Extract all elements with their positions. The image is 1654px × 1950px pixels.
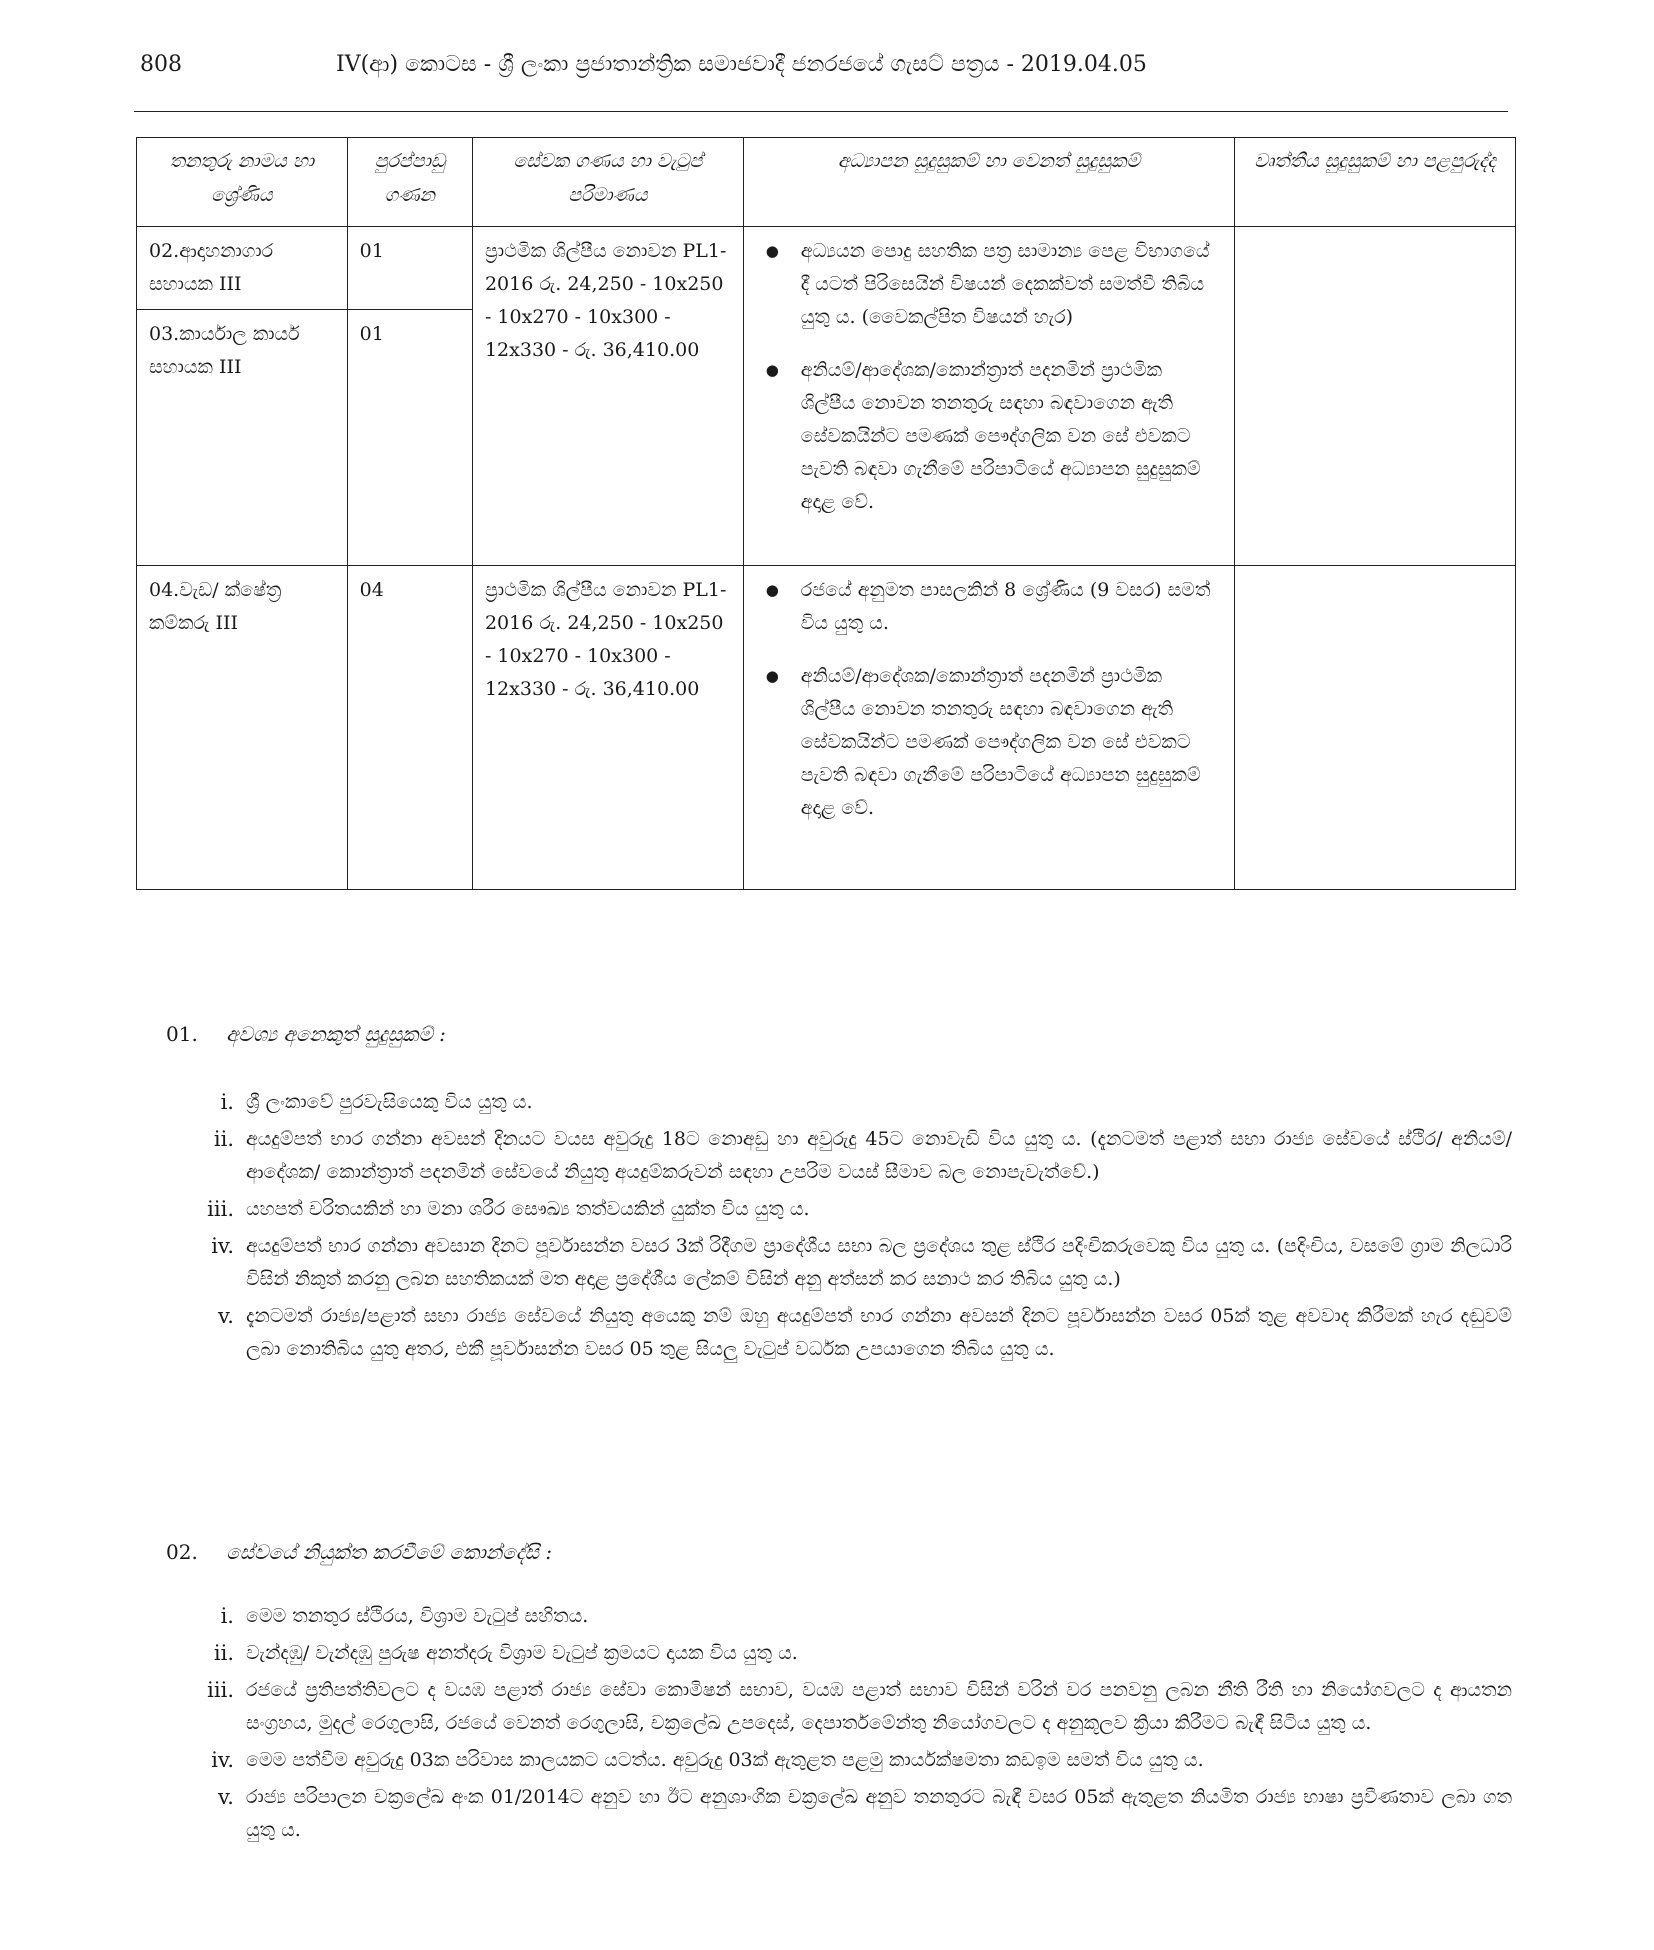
service-salary: ප්‍රාථමික ශිල්පීය නොවන PL1-2016 රු. 24,250 - 10x250 - 10x270 - 10x300 - 12x330 - රු. 36,410.00: [472, 566, 743, 890]
post-vacancies: 04: [347, 566, 472, 890]
professional-qualifications: [1235, 227, 1516, 566]
header-vacancies: පුරප්පාඩු ගණන: [347, 138, 472, 227]
vacancy-table: [136, 137, 1516, 890]
list-item: ● අධ්‍යයන පොදු සහතික පත්‍ර සාමාන්‍ය පෙළ විභාගයේ දී යටත් පිරිසෙයින් විෂයන් දෙකක්වත් සමත්වී තිබිය යුතු ය. (වෛකල්පිත විෂයන් හැර): [756, 235, 1222, 334]
list-item: iv. මෙම පත්වීම අවුරුදු 03ක පරිවාස කාලයකට යටත්ය. අවුරුදු 03ක් ඇතුළත පළමු කාර්යක්ෂමතා කඩඉම සමත් විය යුතු ය.: [211, 1748, 1204, 1772]
section-1-list: [186, 1086, 1512, 1370]
table-row: [137, 227, 1516, 310]
post-title: 04.වැඩ/ ක්ෂේත්‍ර කම්කරු III: [137, 566, 348, 890]
service-salary: ප්‍රාථමික ශිල්පීය නොවන PL1-2016 රු. 24,250 - 10x250 - 10x270 - 10x300 - 12x330 - රු. 36,410.00: [472, 227, 743, 566]
running-title: IV(ආ) කොටස - ශ්‍රී ලංකා ප්‍රජාතාන්ත්‍රික සමාජවාදී ජනරජයේ ගැසට් පත්‍රය - 2019.04.05: [336, 52, 1147, 77]
section-2-title: [166, 1540, 552, 1564]
section-number: 01.: [166, 1022, 198, 1046]
list-item: ● අනියම්/ආදේශක/කොන්ත්‍රාත් පදනමින් ප්‍රාථමික ශිල්පීය නොවන තනතුරු සඳහා බඳවාගෙන ඇති සේවකයින්ට පමණක් පෞද්ගලික වන සේ එවකට පැවති බඳවා ගැනීමේ පරිපාටියේ අධ්‍යාපන සුදුසුකම් අදාළ වේ.: [756, 660, 1222, 825]
header-service-salary: සේවක ගණය හා වැටුප් පරිමාණය: [472, 138, 743, 227]
page-header: [136, 52, 1512, 92]
list-item: ● රජයේ අනුමත පාසලකින් 8 ශ්‍රේණිය (9 වසර) සමත් විය යුතු ය.: [756, 574, 1222, 640]
header-education: අධ්‍යාපන සුදුසුකම් හා වෙනත් සුදුසුකම්: [743, 138, 1234, 227]
list-item: ii. අයදුම්පත් භාර ගන්නා අවසන් දිනයට වයස අවුරුදු 18ට නොඅඩු හා අවුරුදු 45ට නොවැඩි විය යුතු ය. (දැනටමත් පළාත් සභා රාජ්‍ය සේවයේ ස්ථිර/ අනියම්/ ආදේශක/ කොන්ත්‍රාත් පදනමින් සේවයේ නියුතු අයදුම්කරුවන් සඳහා උපරිම වයස් සීමාව බල නොපැවැත්වේ.): [213, 1127, 1512, 1183]
section-1-title: [166, 1022, 446, 1046]
post-vacancies: 01: [347, 227, 472, 310]
section-2-list: [186, 1600, 1512, 1851]
section-heading: අවශ්‍ය අනෙකුත් සුදුසුකම් :: [226, 1022, 446, 1046]
header-professional: වෘත්තීය සුදුසුකම් හා පළපුරුද්ද: [1235, 138, 1516, 227]
post-vacancies: 01: [347, 310, 472, 566]
post-title: 03.කාර්යාල කාර්ය සහායක III: [137, 310, 348, 566]
table-row: [137, 566, 1516, 890]
list-item: iii. යහපත් චරිතයකින් හා මනා ශරීර සෞඛ්‍ය තත්වයකින් යුක්ත විය යුතු ය.: [207, 1197, 810, 1221]
list-item: ● අනියම්/ආදේශක/කොන්ත්‍රාත් පදනමින් ප්‍රාථමික ශිල්පීය නොවන තනතුරු සඳහා බඳවාගෙන ඇති සේවකයින්ට පමණක් පෞද්ගලික වන සේ එවකට පැවති බඳවා ගැනීමේ පරිපාටියේ අධ්‍යාපන සුදුසුකම් අදාළ වේ.: [756, 354, 1222, 519]
list-item: v. දැනටමත් රාජ්‍ය/පළාත් සභා රාජ්‍ය සේවයේ නියුතු අයෙකු නම් ඔහු අයදුම්පත් භාර ගන්නා අවසන් දිනට පූර්වාසන්න වසර 05ක් තුළ අවවාද කිරීමක් හැර දඬුවම් ලබා නොතිබිය යුතු අතර, එකී පූර්වාසන්න වසර 05 තුළ සියලු වැටුප් වර්ධක උපයාගෙන තිබිය යුතු ය.: [217, 1304, 1512, 1360]
section-heading: සේවයේ නියුක්ත කරවීමේ කොන්දේසි :: [226, 1540, 553, 1564]
section-number: 02.: [166, 1540, 198, 1564]
list-item: iii. රජයේ ප්‍රතිපත්තිවලට ද වයඹ පළාත් රාජ්‍ය සේවා කොමිෂන් සභාව, වයඹ පළාත් සභාව විසින් වරින් වර පනවනු ලබන නීති රීති හා නියෝගවලට ද ආයතන සංග්‍රහය, මුදල් රෙගුලාසි, රජයේ වෙනත් රෙගුලාසි, චක්‍රලේඛ උපදෙස්, දෙපාර්තමේන්තු නියෝගවලට ද අනුකූලව ක්‍රියා කිරීමට බැඳී සිටිය යුතු ය.: [207, 1678, 1512, 1734]
header-rule: [134, 111, 1508, 112]
education-qualifications: [743, 566, 1234, 890]
post-title: 02.ආදාහනාගාර සහායක III: [137, 227, 348, 310]
header-post-title: තනතුරු නාමය හා ශ්‍රේණිය: [137, 138, 348, 227]
page-number: 808: [140, 52, 182, 77]
list-item: i. ශ්‍රී ලංකාවේ පුරවැසියෙකු විය යුතු ය.: [220, 1090, 533, 1114]
table-header-row: [137, 138, 1516, 227]
list-item: v. රාජ්‍ය පරිපාලන චක්‍රලේඛ අංක 01/2014ට අනුව හා ඊට අනුශාංගික චක්‍රලේඛ අනුව තනතුරට බැඳී වසර 05ක් ඇතුළත නියමිත රාජ්‍ය භාෂා ප්‍රවීණතාව ලබා ගත යුතු ය.: [217, 1785, 1512, 1841]
education-qualifications: [743, 227, 1234, 566]
professional-qualifications: [1235, 566, 1516, 890]
list-item: i. මෙම තනතුර ස්ථිරය, විශ්‍රාම වැටුප් සහිතය.: [220, 1604, 589, 1628]
list-item: ii. වැන්දඹු/ වැන්දඹු පුරුෂ අනත්දරු විශ්‍රාම වැටුප් ක්‍රමයට දායක විය යුතු ය.: [213, 1641, 798, 1665]
list-item: iv. අයදුම්පත් භාර ගන්නා අවසාන දිනට පූර්වාසන්න වසර 3ක් රිදීගම ප්‍රාදේශීය සභා බල ප්‍රදේශය තුළ ස්ථිර පදිංචිකරුවෙකු විය යුතු ය. (පදිංචිය, වසමේ ග්‍රාම නිලධාරි විසින් නිකුත් කරනු ලබන සහතිකයක් මත අදාළ ප්‍රදේශීය ලේකම් විසින් අනු අත්සන් කර සනාථ කර තිබිය යුතු ය.): [211, 1234, 1512, 1290]
